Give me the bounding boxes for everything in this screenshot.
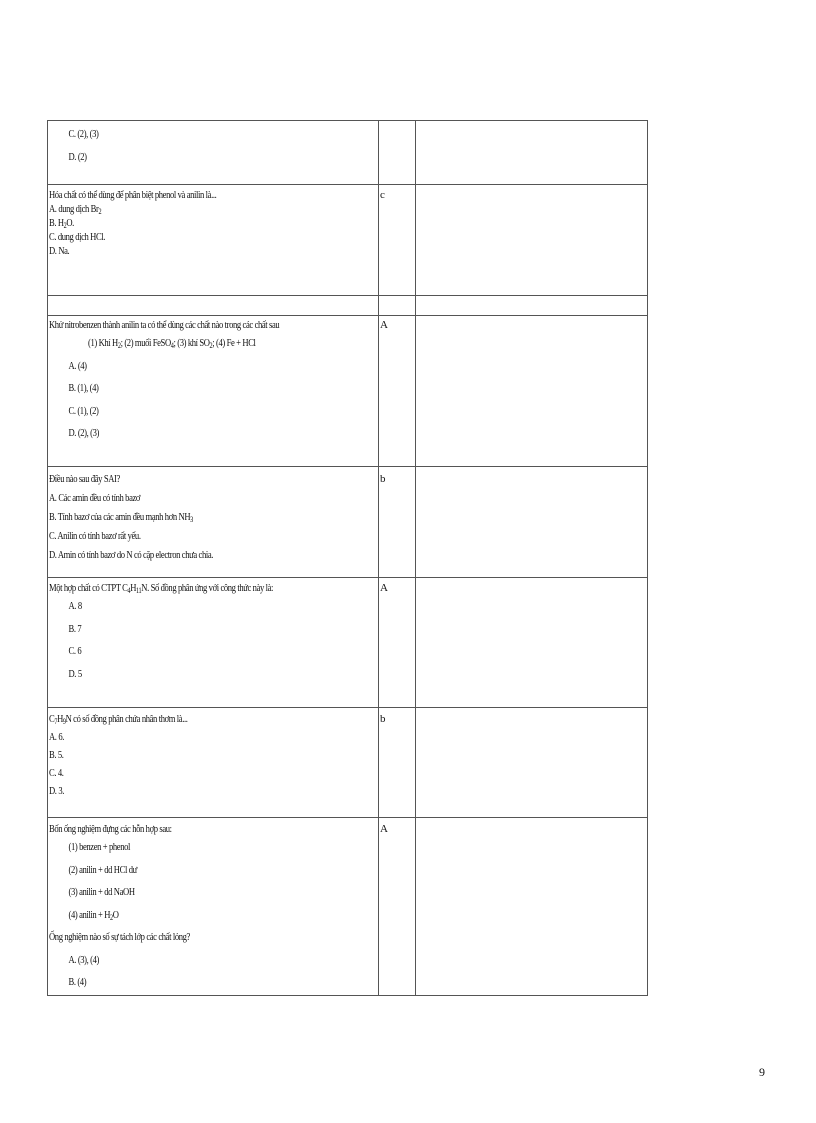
option-a: A. (3), (4) [68, 953, 100, 966]
answer-cell [379, 818, 416, 996]
question-cell [48, 467, 379, 578]
question-text: Hóa chất có thể dùng để phân biệt phenol và anilin là... [49, 189, 217, 201]
question-text: Bốn ống nghiệm đựng các hỗn hợp sau: [49, 823, 172, 835]
notes-cell [416, 578, 648, 708]
option-a: A. dung dịch $Br_2$ [49, 203, 102, 216]
table-row [48, 185, 648, 296]
answer-value: A [380, 823, 388, 835]
option-c: C. dung dịch HCl. [49, 231, 106, 243]
answer-value: b [380, 473, 385, 485]
question-text: Khử nitrobenzen thành anilin ta có thể dùng các chất nào trong các chất sau [49, 319, 280, 331]
answer-cell [379, 467, 416, 578]
answer-value: A [380, 582, 388, 594]
mixture-item-4: (4) anilin + $H_2O$ [68, 908, 119, 922]
option-a: A. 8 [68, 600, 82, 612]
table-row-empty [48, 296, 648, 316]
question-cell [48, 708, 379, 818]
question-cell [48, 316, 379, 467]
question-cell [48, 185, 379, 296]
table-row [48, 818, 648, 996]
question-cell [48, 818, 379, 996]
table-row [48, 578, 648, 708]
option-c: C. (2), (3) [68, 128, 99, 140]
option-b: B. (4) [68, 976, 87, 988]
answer-value: A [380, 319, 388, 331]
question-text: Một hợp chất có CTPT $C_4H_{11}N$. Số đồng phân ứng với công thức này là: [49, 582, 274, 595]
option-a: A. (4) [68, 359, 87, 372]
option-b: B. $H_2O$. [49, 217, 74, 230]
option-b: B. (1), (4) [68, 382, 99, 394]
table-row [48, 708, 648, 818]
answer-cell [379, 708, 416, 818]
table-row [48, 121, 648, 185]
mixture-item-3: (3) anilin + dd NaOH [68, 886, 135, 898]
table-row [48, 467, 648, 578]
mixture-item-2: (2) anilin + dd HCl dư [68, 863, 137, 876]
option-d: D. 5 [68, 667, 82, 680]
notes-cell [416, 185, 648, 296]
option-c: C. 4. [49, 767, 64, 779]
option-d: D. 3. [49, 785, 64, 797]
answer-cell [379, 185, 416, 296]
answer-cell [379, 578, 416, 708]
option-d: D. (2) [68, 150, 87, 163]
question-text: $C_7H_9N$ có số đồng phân chứa nhân thơm là... [49, 713, 188, 726]
option-b: B. Tính bazơ của các amin đều mạnh hơn $NH_3$ [49, 511, 193, 524]
statement-line: (1) Khí $H_2$; (2) muối FeSO$_4$; (3) khí $SO_2$; (4) Fe + HCl [88, 337, 256, 350]
option-d: D. Amin có tính bazơ do N có cặp electron chưa chia. [49, 549, 214, 561]
question-cell [48, 121, 379, 185]
option-d: D. (2), (3) [68, 427, 100, 439]
answer-value: c [380, 189, 385, 201]
option-c: C. Anilin có tính bazơ rất yếu. [49, 530, 141, 542]
option-c: C. (1), (2) [68, 404, 99, 417]
notes-cell [416, 316, 648, 467]
option-d: D. Na. [49, 245, 70, 257]
table-row [48, 316, 648, 467]
question-cell [48, 578, 379, 708]
answer-cell [379, 121, 416, 185]
answer-cell [379, 316, 416, 467]
question-table [47, 120, 648, 996]
question-text-2: Ống nghiệm nào số sự tách lớp các chất lỏng? [49, 931, 190, 943]
answer-value: b [380, 713, 385, 725]
notes-cell [416, 818, 648, 996]
mixture-item-1: (1) benzen + phenol [68, 841, 131, 853]
option-a: A. Các amin đều có tính bazơ [49, 492, 141, 504]
page-number: 9 [759, 1065, 765, 1079]
notes-cell [416, 121, 648, 185]
option-c: C. 6 [68, 645, 82, 657]
question-text: Điều nào sau đây SAI? [49, 473, 120, 485]
notes-cell [416, 467, 648, 578]
option-a: A. 6. [49, 731, 64, 743]
option-b: B. 7 [68, 622, 82, 635]
notes-cell [416, 708, 648, 818]
option-b: B. 5. [49, 749, 64, 761]
